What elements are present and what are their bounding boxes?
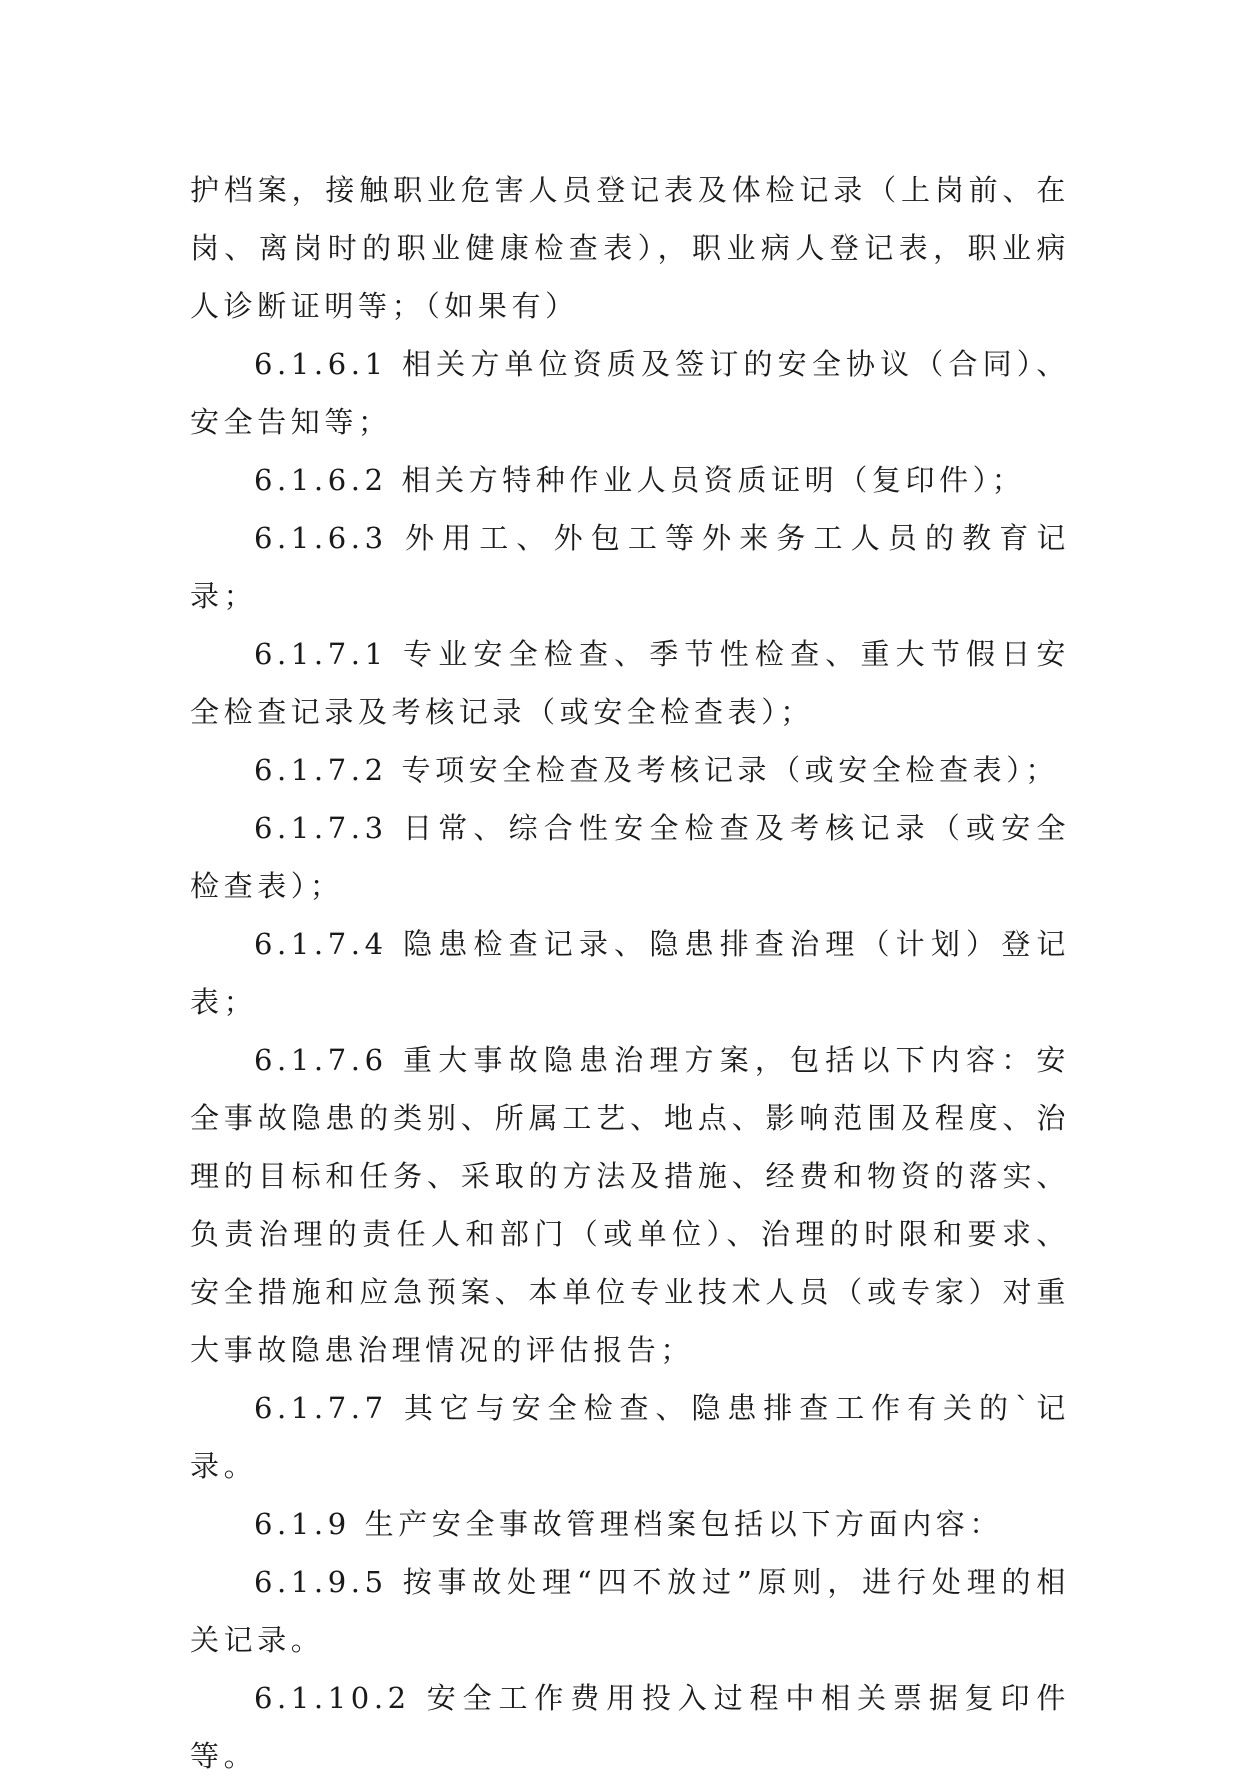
paragraph-6-1-6-1: 6.1.6.1 相关方单位资质及签订的安全协议（合同）、安全告知等； bbox=[190, 347, 1070, 439]
paragraph-6-1-10-2: 6.1.10.2 安全工作费用投入过程中相关票据复印件等。 bbox=[190, 1681, 1070, 1773]
paragraph-6-1-7-7: 6.1.7.7 其它与安全检查、隐患排查工作有关的`记录。 bbox=[190, 1391, 1070, 1483]
paragraph-6-1-9: 6.1.9 生产安全事故管理档案包括以下方面内容： bbox=[254, 1507, 1004, 1541]
paragraph-continuation: 护档案，接触职业危害人员登记表及体检记录（上岗前、在岗、离岗时的职业健康检查表），职业病人登记表，职业病人诊断证明等；（如果有） bbox=[190, 173, 1070, 323]
paragraph-6-1-7-6: 6.1.7.6 重大事故隐患治理方案，包括以下内容：安全事故隐患的类别、所属工艺、地点、影响范围及程度、治理的目标和任务、采取的方法及措施、经费和物资的落实、负责治理的责任人和部门（或单位）、治理的时限和要求、安全措施和应急预案、本单位专业技术人员（或专家）对重大事故隐患治理情况的评估报告； bbox=[190, 1043, 1070, 1367]
paragraph-6-1-9-5: 6.1.9.5 按事故处理“四不放过”原则，进行处理的相关记录。 bbox=[190, 1565, 1070, 1657]
paragraph-6-1-7-2: 6.1.7.2 专项安全检查及考核记录（或安全检查表）； bbox=[254, 753, 1059, 787]
document-body bbox=[190, 161, 1070, 1785]
paragraph-6-1-7-3: 6.1.7.3 日常、综合性安全检查及考核记录（或安全检查表）； bbox=[190, 811, 1070, 903]
paragraph-6-1-6-2: 6.1.6.2 相关方特种作业人员资质证明（复印件）； bbox=[254, 463, 1026, 497]
paragraph-6-1-6-3: 6.1.6.3 外用工、外包工等外来务工人员的教育记录； bbox=[190, 521, 1070, 613]
paragraph-6-1-7-4: 6.1.7.4 隐患检查记录、隐患排查治理（计划）登记表； bbox=[190, 927, 1070, 1019]
paragraph-6-1-7-1: 6.1.7.1 专业安全检查、季节性检查、重大节假日安全检查记录及考核记录（或安全检查表）； bbox=[190, 637, 1070, 729]
